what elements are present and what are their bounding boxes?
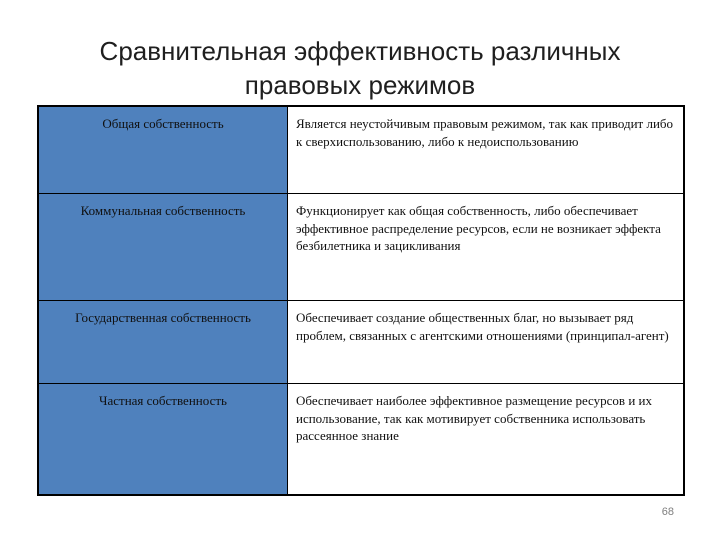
table-row	[39, 300, 683, 383]
slide-title-line-2: правовых режимов	[244, 70, 476, 100]
slide-title	[0, 34, 720, 102]
description-cell: Функционирует как общая собственность, либо обеспечивает эффективное распределение ресурсов, если не возникает эффекта безбилетника и зацикливания	[288, 193, 683, 300]
description-cell: Обеспечивает наиболее эффективное размещение ресурсов и их использование, так как мотивирует собственника использовать рассеянное знание	[288, 383, 683, 494]
table-row	[39, 193, 683, 300]
regime-cell: Государственная собственность	[39, 300, 288, 383]
page-number: 68	[661, 506, 674, 518]
comparison-table	[37, 105, 685, 496]
table-row	[39, 107, 683, 193]
regime-cell: Частная собственность	[39, 383, 288, 494]
table-row	[39, 383, 683, 494]
regime-cell: Коммунальная собственность	[39, 193, 288, 300]
slide-title-line-1: Сравнительная эффективность различных	[99, 36, 621, 66]
regime-cell: Общая собственность	[39, 107, 288, 193]
description-cell: Является неустойчивым правовым режимом, так как приводит либо к сверхиспользованию, либо к недоиспользованию	[288, 107, 683, 193]
description-cell: Обеспечивает создание общественных благ, но вызывает ряд проблем, связанных с агентскими отношениями (принципал-агент)	[288, 300, 683, 383]
